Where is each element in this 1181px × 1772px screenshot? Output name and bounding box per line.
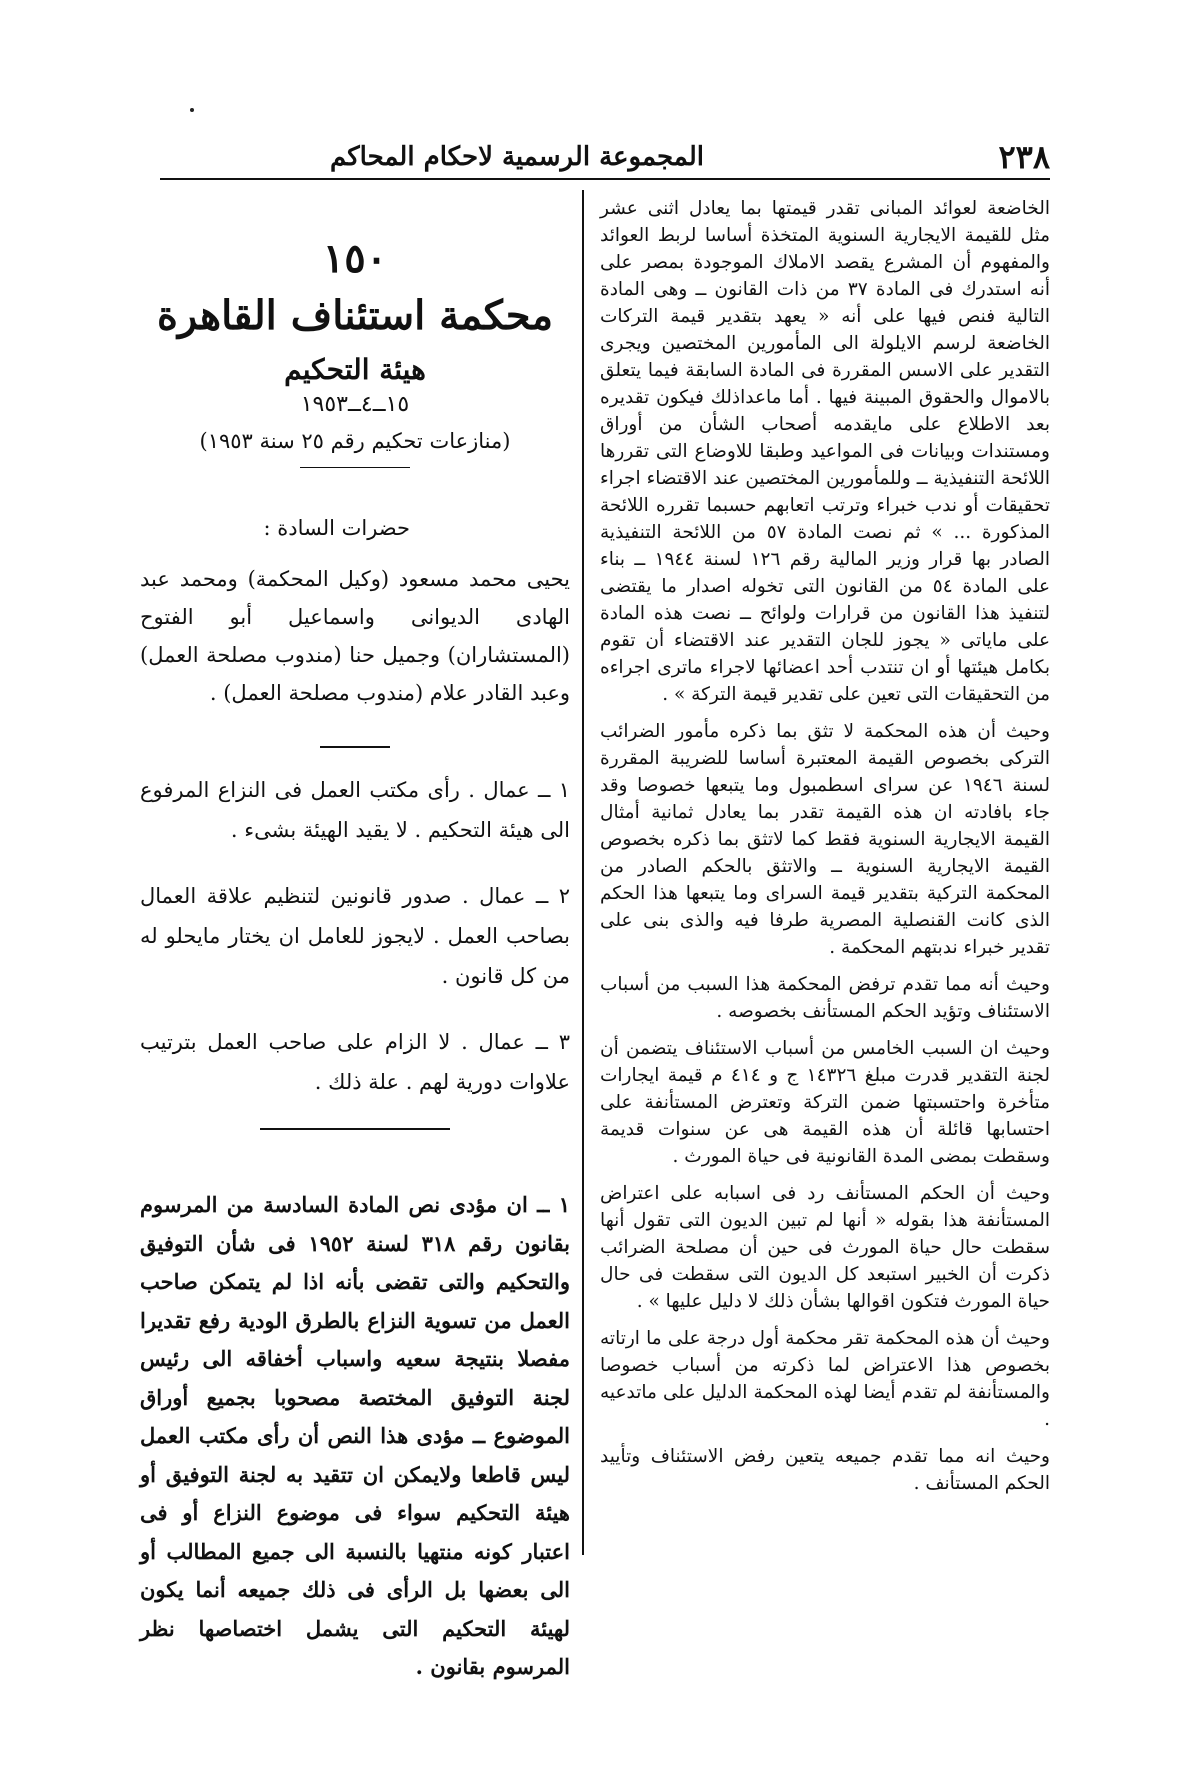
body-paragraph: وحيث أنه مما تقدم ترفض المحكمة هذا السبب من أسباب الاستئناف وتؤيد الحكم المستأنف بخصوصه . bbox=[600, 974, 1050, 1022]
headnote: ١ ــ عمال . رأى مكتب العمل فى النزاع المرفوع الى هيئة التحكيم . لا يقيد الهيئة بشىء . bbox=[140, 778, 570, 842]
body-paragraph: الخاضعة لعوائد المبانى تقدر قيمتها بما يعادل اثنى عشر مثل للقيمة الايجارية السنوية المتخذة أساسا لربط العوائد والمفهوم أن المشرع يقصد الاملاك الموجودة بمصر على أنه استدرك فى المادة ٣٧ من ذات القانون ــ وهى المادة التالية فنص فيها على أنه « يعهد بتقدير قيمة التركات الخاضعة لرسم الايلولة الى المأمورين المختصين ويجرى التقدير على الاسس المقررة فى المادة السابقة فيما يتعلق بالاموال والحقوق المبينة فيها . أما ماعداذلك فيكون تقديره بعد الاطلاع على مايقدمه أصحاب الشأن من أوراق ومستندات وبيانات فى المواعيد وطبقا للاوضاع التى تقررها اللائحة التنفيذية ــ وللمأمورين المختصين عند الاقتضاء اجراء تحقيقات أو ندب خبراء وترتب اتعابهم حسبما تقرره اللائحة المذكورة ... » ثم نصت المادة ٥٧ من اللائحة التنفيذية الصادر بها قرار وزير المالية رقم ١٢٦ لسنة ١٩٤٤ ــ بناء على المادة ٥٤ من القانون التى تخوله اصدار ما يقتضى لتنفيذ هذا القانون من قرارات ولوائح ــ نصت هذه المادة على ماياتى « يجوز للجان التقدير عند الاقتضاء أن تقوم بكامل هيئتها أو ان تنتدب أحد اعضائها لاجراء ماترى اجراءه من التحقيقات التى تعين على تقدير قيمة التركة » . bbox=[600, 198, 1051, 705]
case-number: ١٥٠ bbox=[322, 235, 388, 282]
body-paragraph: وحيث أن هذه المحكمة تقر محكمة أول درجة على ما ارتاته بخصوص هذا الاعتراض لما ذكرته من أسباب خصوصا والمستأنفة لم تقدم أيضا لهذه المحكمة الدليل على ماتدعيه . bbox=[600, 1328, 1050, 1430]
judgment-body-column bbox=[600, 195, 1050, 1555]
running-title: المجموعة الرسمية لاحكام المحاكم bbox=[330, 142, 704, 172]
presence-label: حضرات السادة : bbox=[263, 516, 410, 540]
section-rule bbox=[260, 1128, 450, 1130]
judges-list: يحيى محمد مسعود (وكيل المحكمة) ومحمد عبد الهادى الديوانى واسماعيل أبو الفتوح (المستشاران) وجميل حنا (مندوب مصلحة العمل) وعبد القادر علام (مندوب مصلحة العمل) . bbox=[140, 567, 570, 705]
case-header-column bbox=[140, 235, 570, 1679]
body-paragraph: وحيث أن الحكم المستأنف رد فى اسبابه على اعتراض المستأنفة هذا بقوله « أنها لم تبين الديون التى تقول أنها سقطت حال حياة المورث فى حين أن مصلحة الضرائب ذكرت أن الخبير استبعد كل الديون التى سقطت فى حال حياة المورث فتكون اقوالها بشأن ذلك لا دليل عليها » . bbox=[600, 1183, 1050, 1312]
body-paragraph: وحيث انه مما تقدم جميعه يتعين رفض الاستئناف وتأييد الحكم المستأنف . bbox=[600, 1446, 1050, 1494]
legal-principle: ١ ــ ان مؤدى نص المادة السادسة من المرسوم بقانون رقم ٣١٨ لسنة ١٩٥٢ فى شأن التوفيق والتحكيم والتى تقضى بأنه اذا لم يتمكن صاحب العمل من تسوية النزاع بالطرق الودية رفع تقديرا مفصلا بنتيجة سعيه واسباب أخفاقه الى رئيس لجنة التوفيق المختصة مصحوبا بجميع أوراق الموضوع ــ مؤدى هذا النص أن رأى مكتب العمل ليس قاطعا ولايمكن ان تتقيد به لجنة التوفيق أو هيئة التحكيم سواء فى موضوع النزاع أو فى اعتبار كونه منتهيا بالنسبة الى جميع المطالب أو الى بعضها بل الرأى فى ذلك جميعه أنما يكون لهيئة التحكيم التى يشمل اختصاصها نظر المرسوم بقانون . bbox=[140, 1192, 570, 1679]
column-divider bbox=[582, 190, 584, 1555]
body-paragraph: وحيث أن هذه المحكمة لا تثق بما ذكره مأمور الضرائب التركى بخصوص القيمة المعتبرة أساسا للضريبة المقررة لسنة ١٩٤٦ عن سراى اسطمبول وما يتبعها خصوصا وقد جاء بافادته ان هذه القيمة تقدر بما يعادل ثمانية أمثال القيمة الايجارية السنوية فقط كما لاتثق بما ذكره بخصوص القيمة الايجارية السنوية ــ والاتثق بالحكم الصادر من المحكمة التركية بتقدير قيمة السراى وما يتبعها هذا الحكم الذى كانت القنصلية المصرية طرفا فيه والذى بنى على تقدير خبراء ندبتهم المحكمة . bbox=[600, 721, 1050, 958]
page-number: ٢٣٨ bbox=[998, 138, 1050, 176]
panel-name: هيئة التحكيم bbox=[284, 353, 426, 386]
page-header bbox=[160, 138, 1050, 182]
decision-date: ١٥ــ٤ــ١٩٥٣ bbox=[300, 392, 410, 417]
body-paragraph: وحيث ان السبب الخامس من أسباب الاستئناف يتضمن أن لجنة التقدير قدرت مبلغ ١٤٣٢٦ ج و ٤١٤ م قيمة ايجارات متأخرة واحتسبتها ضمن التركة وتعترض المستأنفة على احتسابها قائلة أن هذه القيمة هى عن سنوات قديمة وسقطت بمضى المدة القانونية فى حياة المورث . bbox=[600, 1038, 1050, 1167]
headnote: ٣ ــ عمال . لا الزام على صاحب العمل بترتيب علاوات دورية لهم . علة ذلك . bbox=[140, 1030, 570, 1094]
stray-mark bbox=[190, 108, 194, 112]
section-rule bbox=[320, 746, 390, 748]
section-rule bbox=[300, 467, 410, 468]
case-reference: (منازعات تحكيم رقم ٢٥ سنة ١٩٥٣) bbox=[199, 429, 511, 453]
court-name: محكمة استئناف القاهرة bbox=[156, 292, 554, 339]
headnote: ٢ ــ عمال . صدور قانونين لتنظيم علاقة العمال بصاحب العمل . لايجوز للعامل ان يختار مايحلو له من كل قانون . bbox=[140, 884, 570, 988]
header-rule bbox=[160, 178, 1050, 180]
